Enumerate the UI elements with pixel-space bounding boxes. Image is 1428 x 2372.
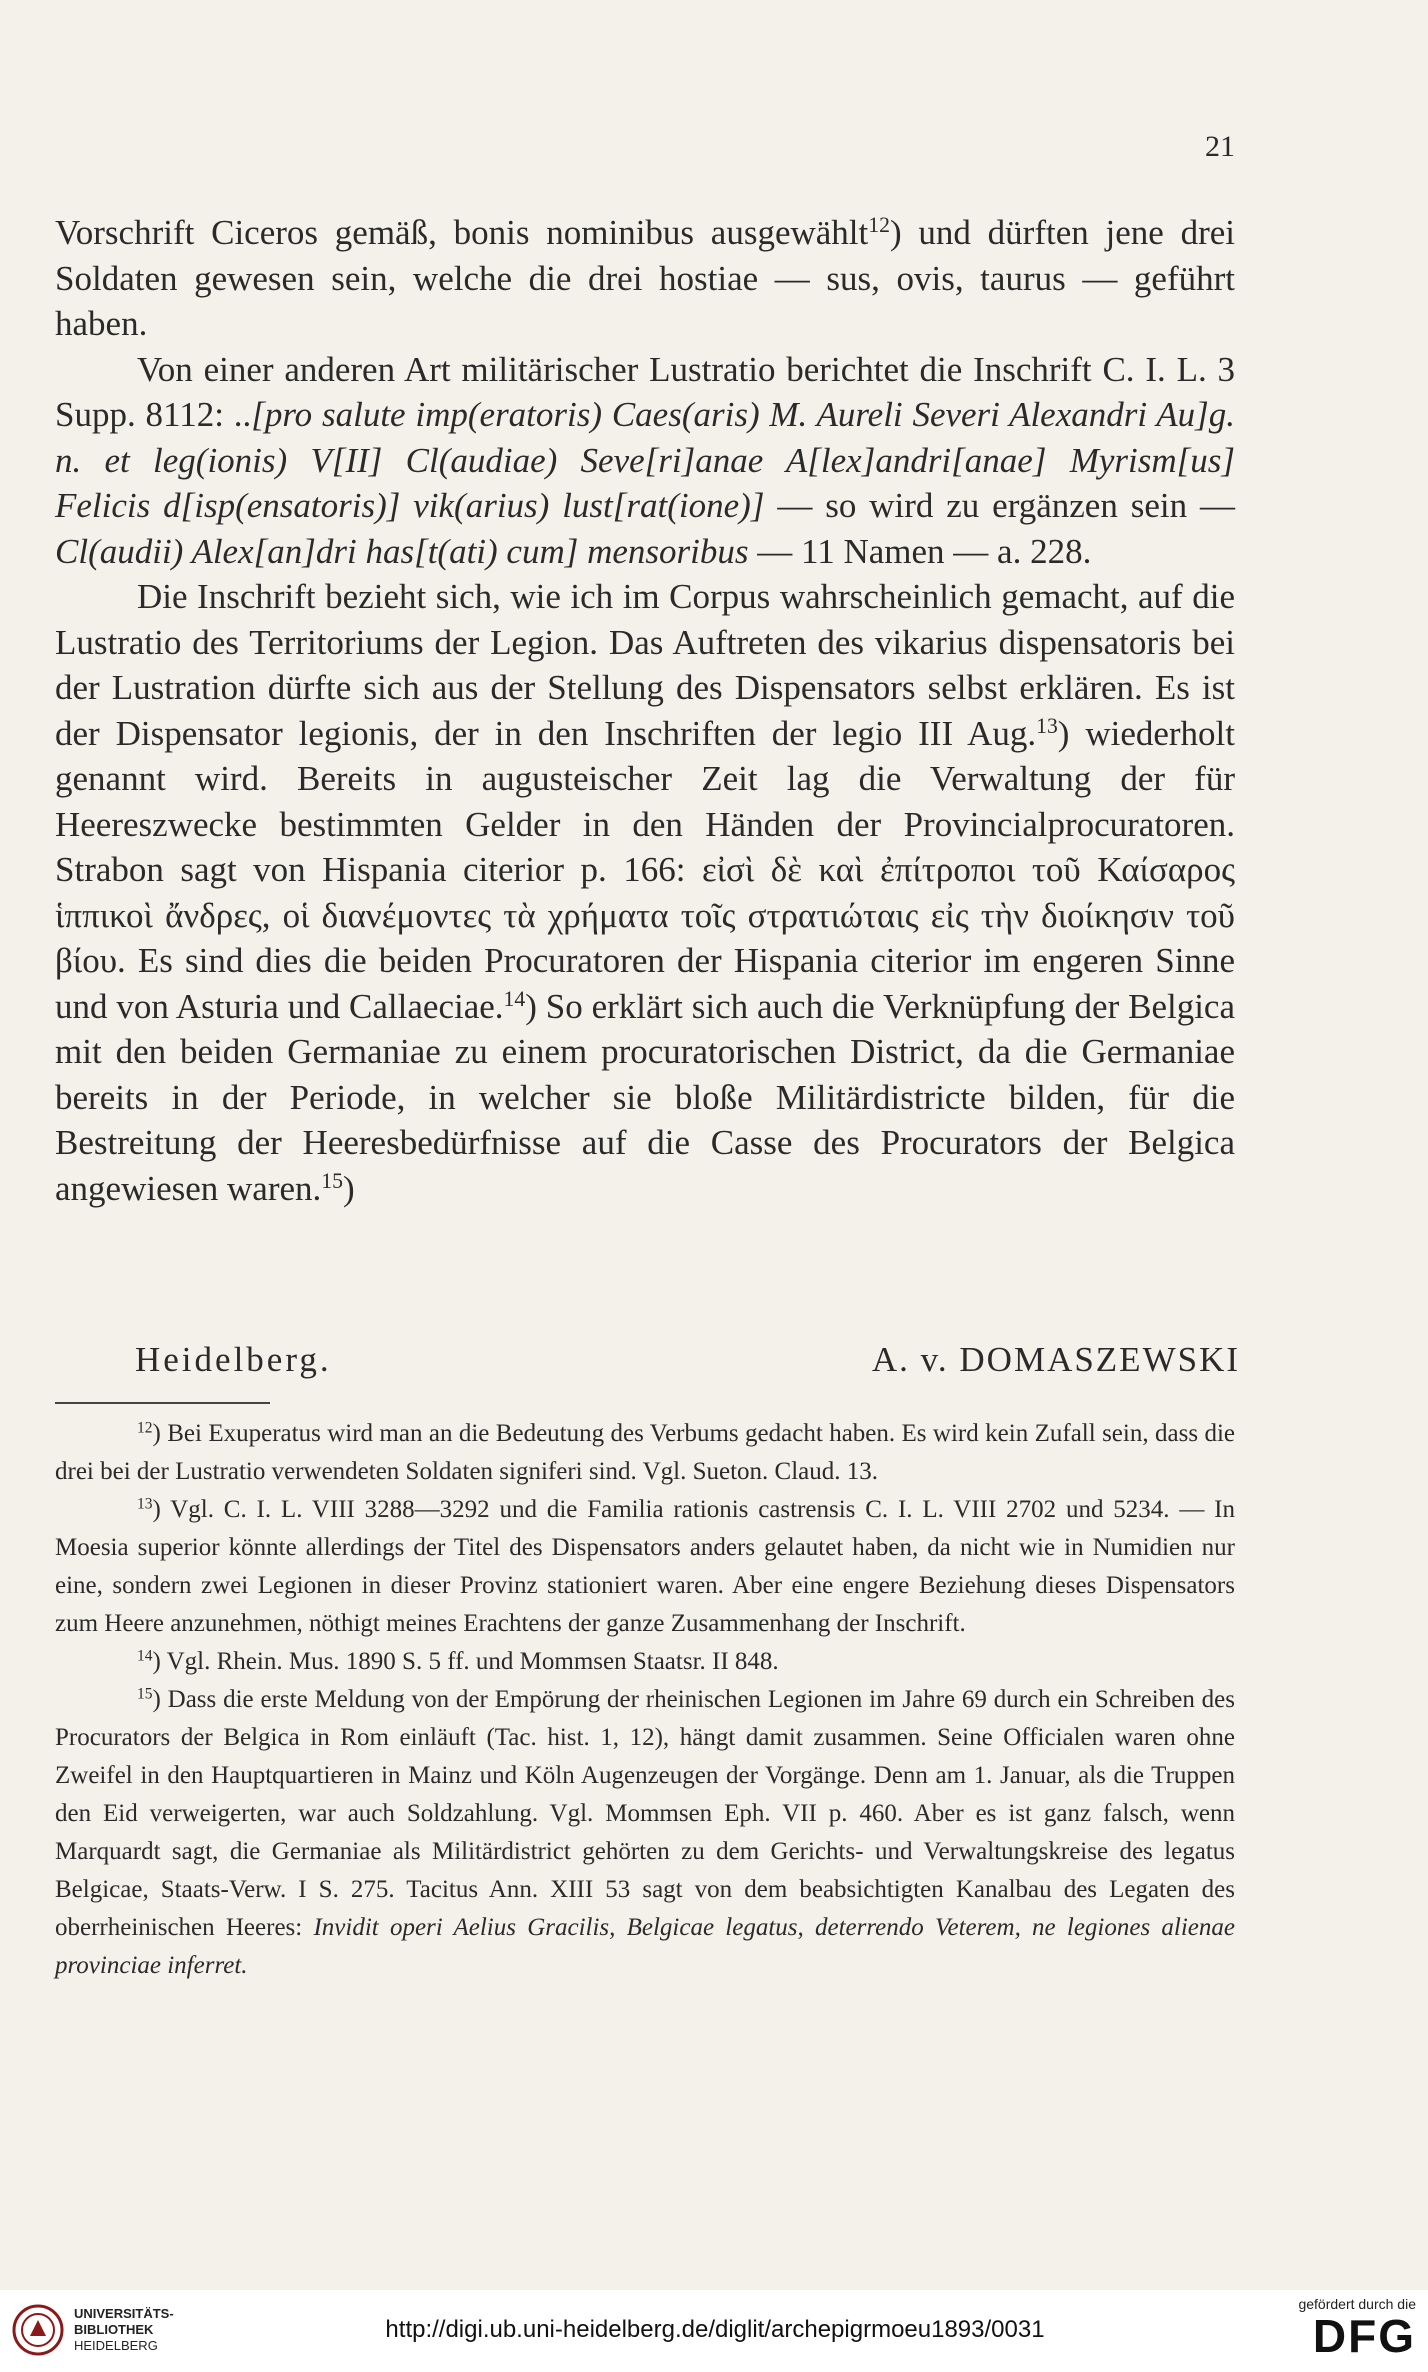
p1-text-a: Vorschrift Ciceros gemäß, bonis nominibus ausgewählt bbox=[55, 213, 869, 252]
footnote-text: ) Vgl. Rhein. Mus. 1890 S. 5 ff. und Mommsen Staatsr. II 848. bbox=[152, 1648, 779, 1675]
p2-text-a: Von einer anderen Art militärischer Lustratio berichtet die Inschrift C. I. L. 3 Supp. 8112: .. bbox=[55, 349, 1235, 434]
p2-text-b: — so wird zu ergänzen sein — bbox=[764, 486, 1235, 525]
funded-by-text: gefördert durch die bbox=[1298, 2296, 1416, 2312]
p3-text-c: ) So erklärt sich auch die Verknüpfung der Belgica mit den beiden Germaniae zu einem procuratorischen District, da die Germaniae bereits in der Periode, in welcher sie bloße Militärdistricte bilden, für die Bestreitung der Heeresbedürfnisse auf die Casse des Procurators der Belgica angewiesen waren. bbox=[55, 986, 1235, 1208]
signature-author: A. v. DOMASZEWSKI bbox=[871, 1340, 1240, 1379]
library-name bbox=[74, 2306, 174, 2354]
footnote-14 bbox=[55, 1643, 1235, 1681]
footnote-15 bbox=[55, 1681, 1235, 1985]
footnote-ref-14[interactable]: 14 bbox=[503, 986, 526, 1011]
footnote-marker: 14 bbox=[137, 1647, 153, 1665]
footnote-12 bbox=[55, 1415, 1235, 1491]
footer-bar bbox=[0, 2290, 1428, 2372]
footnote-text: ) Dass die erste Meldung von der Empörung der rheinischen Legionen im Jahre 69 durch ein Schreiben des Procurators der Belgica in Rom einläuft (Tac. hist. 1, 12), hängt damit zusammen. Seine Officialen waren ohne Zweifel in den Hauptquartieren in Mainz und Köln Augenzeugen der Vorgänge. Denn am 1. Januar, als die Truppen den Eid verweigerten, war auch Soldzahlung. Vgl. Mommsen Eph. VII p. 460. Aber es ist ganz falsch, wenn Marquardt sagt, die Germaniae als Militärdistrict gehörten zu dem Gerichts- und Verwaltungskreise des legatus Belgicae, Staats-Verw. I S. 275. Tacitus Ann. XIII 53 sagt von dem beabsichtigten Kanalbau des Legaten des oberrheinischen Heeres: bbox=[55, 1686, 1235, 1941]
paragraph-3 bbox=[55, 574, 1235, 1211]
footnote-marker: 12 bbox=[137, 1419, 153, 1437]
footnote-13 bbox=[55, 1491, 1235, 1643]
library-line-3: HEIDELBERG bbox=[74, 2338, 158, 2353]
dfg-logo[interactable]: DFG bbox=[1312, 2310, 1416, 2362]
source-url-link[interactable]: http://digi.ub.uni-heidelberg.de/diglit/archepigrmoeu1893/0031 bbox=[385, 2316, 1045, 2343]
footnote-ref-13[interactable]: 13 bbox=[1036, 713, 1058, 738]
paragraph-2 bbox=[55, 347, 1235, 575]
p3-text-a: Die Inschrift bezieht sich, wie ich im Corpus wahrscheinlich gemacht, auf die Lustratio des Territoriums der Legion. Das Auftreten des vikarius dispensatoris bei der Lustration dürfte sich aus der Stellung des Dispensators selbst erklären. Es ist der Dispensator legionis, der in den Inschriften der legio III Aug. bbox=[55, 577, 1235, 753]
footnote-text: ) Bei Exuperatus wird man an die Bedeutung des Verbums gedacht haben. Es wird kein Zufall sein, dass die drei bei der Lustratio verwendeten Soldaten signiferi sind. Vgl. Sueton. Claud. 13. bbox=[55, 1420, 1235, 1485]
university-library-logo[interactable] bbox=[12, 2304, 174, 2356]
p2-inscription: [pro salute imp(eratoris) Caes(aris) M. Aureli Severi Alexandri Au]g. n. et leg(ionis) V[II] Cl(audiae) Seve[ri]anae A[lex]andri[anae] Myrism[us] Felicis d[isp(ensatoris)] vik(arius) lust[rat(ione)] bbox=[55, 395, 1235, 525]
footnote-marker: 13 bbox=[137, 1495, 153, 1513]
library-seal-icon bbox=[12, 2304, 64, 2356]
signature-place: Heidelberg. bbox=[135, 1340, 332, 1379]
signature bbox=[135, 1340, 1240, 1380]
footnote-ref-12[interactable]: 12 bbox=[868, 213, 890, 238]
footnote-quote: Invidit operi Aelius Gracilis, Belgicae legatus, deterrendo Veterem, ne legiones alienae provinciae inferret. bbox=[55, 1914, 1235, 1979]
footnotes bbox=[55, 1415, 1235, 1985]
p3-text-d: ) bbox=[342, 1168, 355, 1208]
library-line-1: UNIVERSITÄTS- bbox=[74, 2306, 174, 2321]
footnote-marker: 15 bbox=[137, 1685, 153, 1703]
library-line-2: BIBLIOTHEK bbox=[74, 2322, 154, 2337]
p2-text-c: — 11 Namen — a. 228. bbox=[748, 531, 1092, 571]
page-number: 21 bbox=[1205, 130, 1235, 163]
main-text bbox=[55, 210, 1235, 1211]
paragraph-1 bbox=[55, 210, 1235, 347]
footnote-text: ) Vgl. C. I. L. VIII 3288—3292 und die Familia rationis castrensis C. I. L. VIII 2702 und 5234. — In Moesia superior könnte allerdings der Titel des Dispensators anders gelautet haben, da nicht wie in Numidien nur eine, sondern zwei Legionen in dieser Provinz stationiert waren. Aber eine engere Beziehung dieses Dispensators zum Heere anzunehmen, nöthigt meines Erachtens der ganze Zusammenhang der Inschrift. bbox=[55, 1496, 1235, 1637]
p1-text-b: ) und dürften jene drei Soldaten gewesen sein, welche die drei hostiae — sus, ovis, taurus — geführt haben. bbox=[55, 213, 1235, 343]
footnote-divider bbox=[55, 1402, 270, 1404]
footnote-ref-15[interactable]: 15 bbox=[321, 1168, 343, 1193]
p2-inscription-cont: Cl(audii) Alex[an]dri has[t(ati) cum] mensoribus bbox=[55, 531, 749, 571]
dfg-credit bbox=[1256, 2296, 1416, 2360]
p3-text-b: ) wiederholt genannt wird. Bereits in augusteischer Zeit lag die Verwaltung der für Heereszwecke bestimmten Gelder in den Händen der Provincialprocuratoren. Strabon sagt von Hispania citerior p. 166: εἰσὶ δὲ καὶ ἐπίτροποι τοῦ Καίσαρος ἱππικοὶ ἄνδρες, οἱ διανέμοντες τὰ χρήματα τοῖς στρατιώταις εἰς τὴν διοίκησιν τοῦ βίου. Es sind dies die beiden Procuratoren der Hispania citerior im engeren Sinne und von Asturia und Callaeciae. bbox=[55, 713, 1235, 1026]
